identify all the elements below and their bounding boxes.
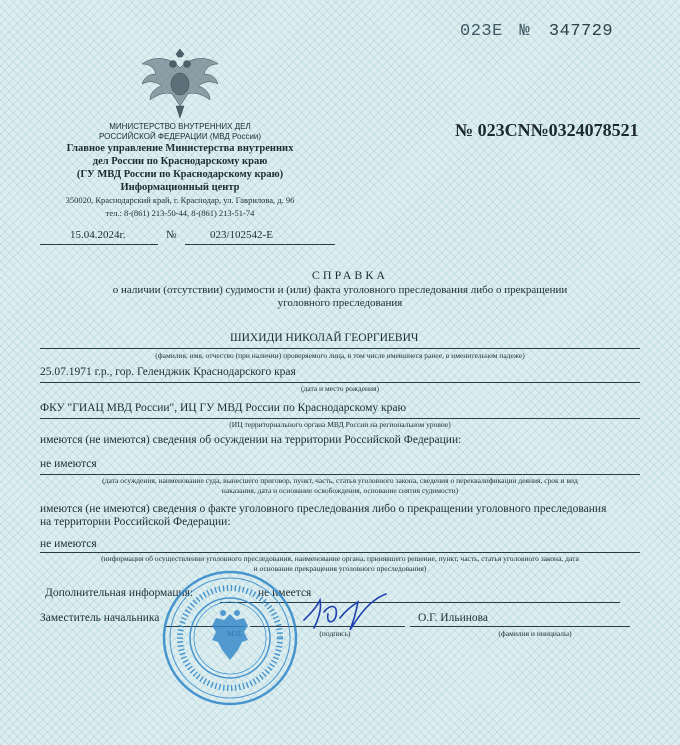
form-number-sign: № xyxy=(519,22,531,41)
person-full-name: ШИХИДИ НИКОЛАЙ ГЕОРГИЕВИЧ xyxy=(230,332,419,344)
person-birth-caption: (дата и место рождения) xyxy=(301,384,379,393)
certificate-title: СПРАВКА xyxy=(311,268,389,282)
prosecution-label-line-2: на территории Российской Федерации: xyxy=(40,516,231,528)
prosecution-caption-line-2: и основание прекращения уголовного преследования) xyxy=(253,564,427,573)
person-name-caption: (фамилия, имя, отчество (при наличии) проверяемого лица, в том числе имевшиеся ранее, в именительном падеже) xyxy=(155,351,525,360)
form-series: 023Е xyxy=(460,22,503,41)
organ-caption: (ИЦ территориального органа МВД России на региональном уровне) xyxy=(229,420,451,429)
issue-reg-number: 023/102542-Е xyxy=(210,229,273,241)
convictions-caption-line-1: (дата осуждения, наименование суда, вынесшего приговор, пункт, часть, статья уголовного закона, сведения о переквалификации деяния, срок и вид xyxy=(102,476,578,485)
convictions-caption-line-2: наказания, дата и основание освобождения, основание снятия судимости) xyxy=(221,486,459,495)
ministry-line-1: МИНИСТЕРСТВО ВНУТРЕННИХ ДЕЛ xyxy=(109,122,251,131)
prosecution-caption-line-1: (информация об осуществлении уголовного преследования, наименование органа, принявшего решение, пункт, часть, статья уголовного закона, дата xyxy=(101,554,579,563)
department-line-3: (ГУ МВД России по Краснодарскому краю) xyxy=(76,169,284,180)
issue-date-row xyxy=(40,227,340,245)
handwritten-signature xyxy=(300,590,390,635)
form-serial-number: 347729 xyxy=(548,22,614,41)
convictions-caption xyxy=(30,476,650,496)
certificate-subtitle-line-1: о наличии (отсутствии) судимости и (или) факта уголовного преследования либо о прекращении xyxy=(112,284,568,296)
double-headed-eagle-emblem-icon xyxy=(140,48,220,120)
certificate-subtitle-line-2: уголовного преследования xyxy=(277,297,403,309)
form-serial xyxy=(460,22,613,41)
issuer-phones: тел.: 8-(861) 213-50-44, 8-(861) 213-51-74 xyxy=(105,207,255,218)
organ-name: ФКУ "ГИАЦ МВД России", ИЦ ГУ МВД России по Краснодарскому краю xyxy=(40,402,407,414)
certificate-subtitle xyxy=(90,284,590,310)
prosecution-label-line-1: имеются (не имеются) сведения о факте уголовного преследования либо о прекращении уголовного преследования xyxy=(40,503,607,515)
department-line-4: Информационный центр xyxy=(120,182,240,193)
signer-position: Заместитель начальника xyxy=(40,612,160,624)
convictions-label: имеются (не имеются) сведения об осуждении на территории Российской Федерации: xyxy=(40,434,462,446)
prosecution-caption xyxy=(30,554,650,574)
signer-name: О.Г. Ильинова xyxy=(418,612,489,624)
additional-info-label: Дополнительная информация: xyxy=(45,587,194,599)
issuer-block xyxy=(20,122,340,219)
ministry-line-2: РОССИЙСКОЙ ФЕДЕРАЦИИ (МВД России) xyxy=(98,132,262,141)
official-round-stamp xyxy=(160,568,300,708)
department-line-2: дел России по Краснодарскому краю xyxy=(92,156,268,167)
form-registration-number: № 023СN№0324078521 xyxy=(455,120,639,140)
prosecution-value: не имеются xyxy=(40,538,97,550)
convictions-value: не имеются xyxy=(40,458,97,470)
department-line-1: Главное управление Министерства внутренних xyxy=(66,143,294,154)
issue-date: 15.04.2024г. xyxy=(70,229,126,241)
signature-caption: (подпись) xyxy=(319,629,351,638)
person-birth: 25.07.1971 г.р., гор. Геленджик Краснодарского края xyxy=(40,366,296,378)
additional-info-value: не имеется xyxy=(258,587,312,599)
signer-name-caption: (фамилия и инициалы) xyxy=(498,629,572,638)
issuer-address: 350020, Краснодарский край, г. Краснодар, ул. Гаврилова, д. 96 xyxy=(65,195,295,205)
issue-number-sign: № xyxy=(166,229,177,241)
